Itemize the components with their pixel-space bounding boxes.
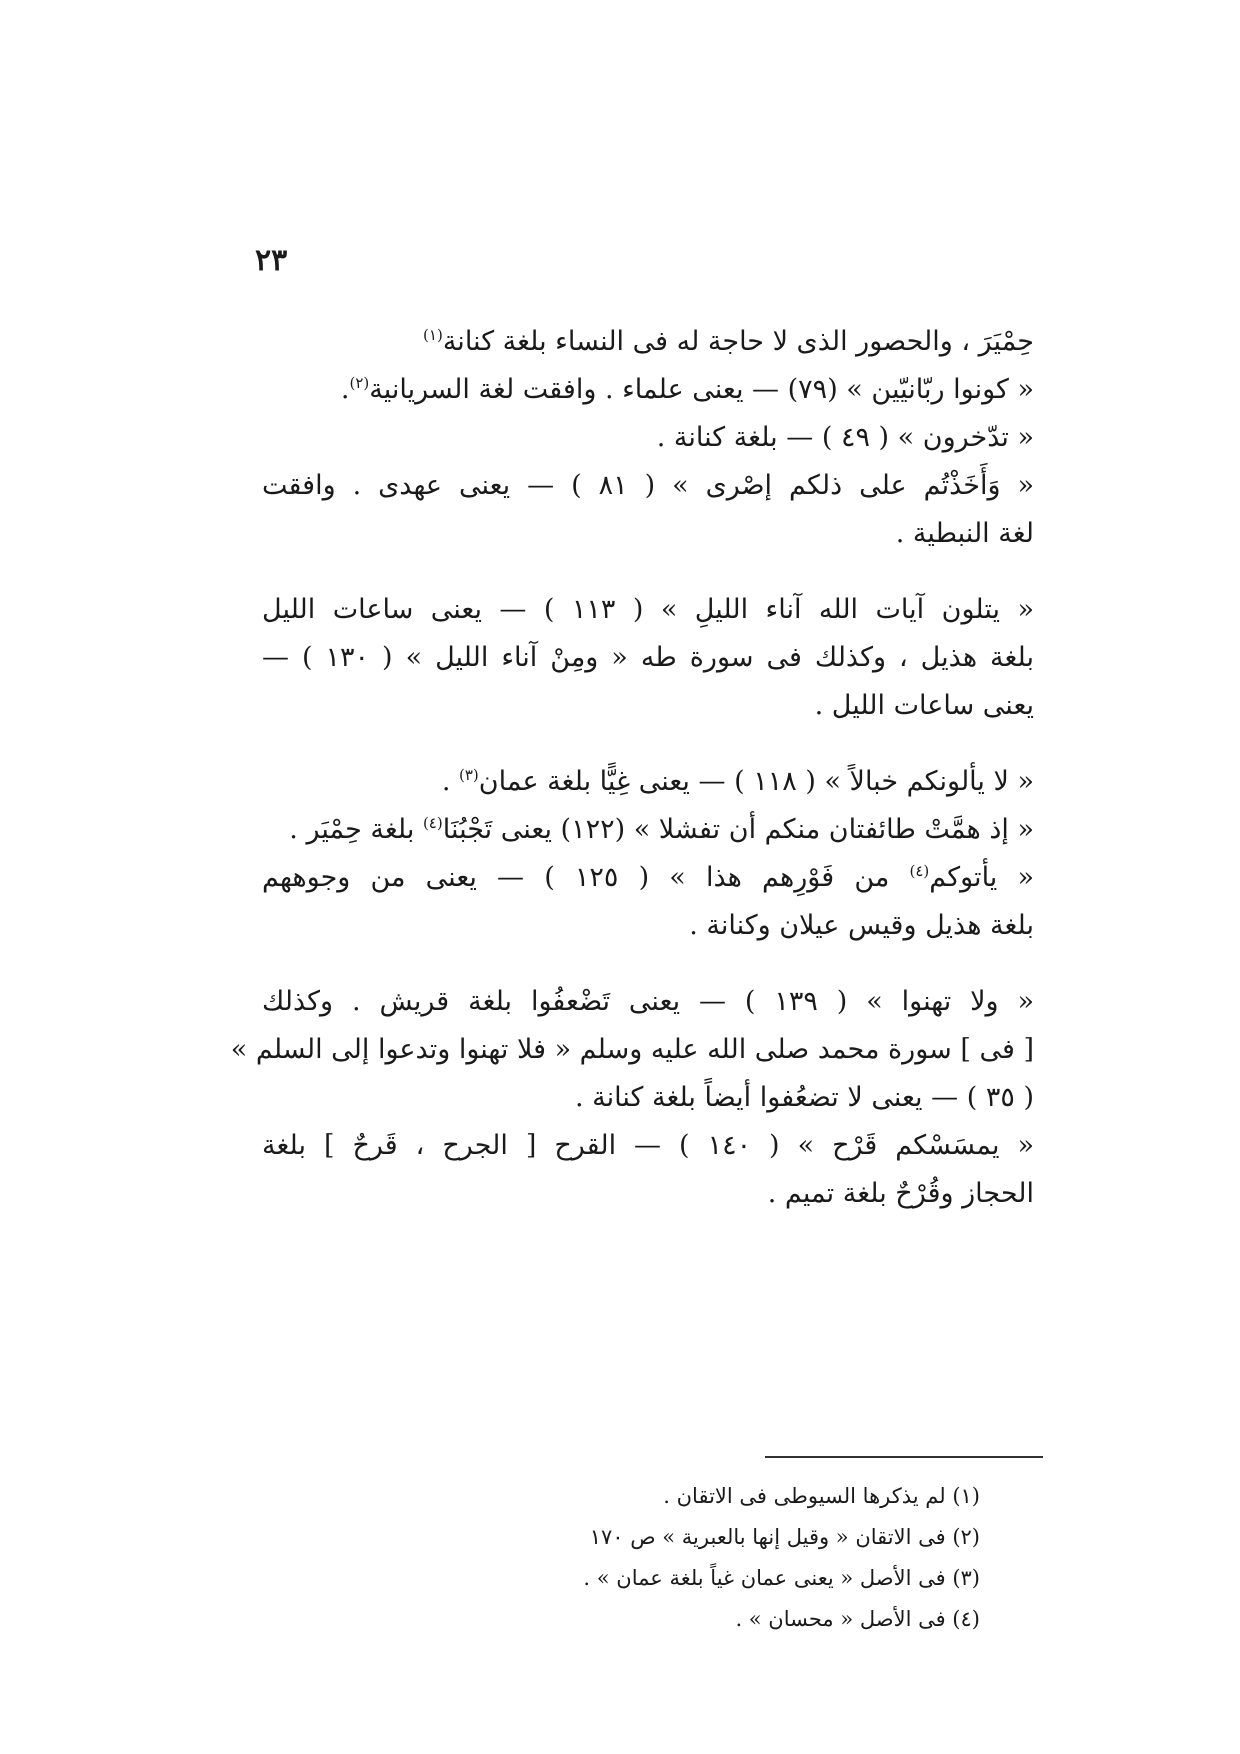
text-line [262,854,1034,902]
line-text: « لا يألونكم خبالاً » ( ١١٨ ) — يعنى غِيًّا بلغة عمان [478,766,1034,797]
line-text: « ولا تهنوا » ( ١٣٩ ) — يعنى تَضْعفُوا بلغة قريش . وكذلك [262,986,1034,1017]
line-text: بلغة هذيل وقيس عيلان وكنانة . [689,910,1034,941]
footnote-marker: (٢) [349,374,370,392]
text-line [262,978,1034,1026]
footnote-marker: (٣) [459,766,479,784]
text-line [262,462,1034,510]
line-text: لغة النبطية . [895,518,1034,549]
line-text: يعنى ساعات الليل . [814,690,1034,721]
line-text: بلغة هذيل ، وكذلك فى سورة طه « ومِنْ آناء الليل » ( ١٣٠ ) — [262,642,1035,673]
line-text: حِمْيَرَ ، والحصور الذى لا حاجة له فى النساء بلغة كنانة [442,326,1034,357]
text-line [262,902,1034,950]
line-text: ( ٣٥ ) — يعنى لا تضعُفوا أيضاً بلغة كنانة . [575,1082,1034,1113]
footnotes [500,1476,980,1640]
footnote-marker: (٤) [909,862,930,880]
line-text: [ فى ] سورة محمد صلى الله عليه وسلم « فلا تهنوا وتدعوا إلى السلم » [230,1034,1034,1065]
line-text: « يتلون آيات الله آناء الليلِ » ( ١١٣ ) — يعنى ساعات الليل [262,594,1034,625]
text-line [262,414,1034,462]
text-line [262,366,1034,414]
page-number: ٢٣ [255,243,288,278]
text-line [262,758,1034,806]
footnote-marker: (١) [423,326,443,344]
line-text: « كونوا ربّانيّين » (٧٩) — يعنى علماء . وافقت لغة السريانية [369,374,1034,405]
footnote: (٢) فى الاتقان « وقيل إنها بالعبرية » ص ١٧٠ [589,1525,980,1549]
text-line [262,1122,1034,1170]
line-text: « تدّخرون » ( ٤٩ ) — بلغة كنانة . [656,422,1034,453]
text-line [262,634,1034,682]
footnote-divider [765,1456,1043,1458]
line-text: « يأتوكم [929,862,1034,893]
text-line [262,318,1034,366]
line-text: الحجاز وقُرْحٌ بلغة تميم . [767,1178,1034,1209]
footnote-marker: (٤) [422,814,443,832]
line-text: « يمسَسْكم قَرْح » ( ١٤٠ ) — القرح [ الجرح ، قَرحٌ ] بلغة [262,1130,1034,1161]
text-line [262,1074,1034,1122]
line-text-tail: . [340,374,350,405]
line-text: « إذ همَّتْ طائفتان منكم أن تفشلا » (١٢٢) يعنى تَجْبُنَا [442,814,1034,845]
line-text-tail: من فَوْرِهم هذا » ( ١٢٥ ) — يعنى من وجوههم [262,862,910,893]
text-line [262,1170,1034,1218]
text-line [262,682,1034,730]
text-line [262,586,1034,634]
text-line [262,510,1034,558]
footnote: (٤) فى الأصل « محسان » . [735,1607,980,1631]
body-text [230,318,1035,1218]
line-text-tail: بلغة حِمْيَر . [289,814,423,845]
line-text: « وَأَخَذْتُم على ذلكم إصْرى » ( ٨١ ) — يعنى عهدى . وافقت [262,470,1034,501]
line-text-tail: . [441,766,459,797]
footnote: (٣) فى الأصل « يعنى عمان غياً بلغة عمان » . [583,1566,980,1590]
footnote: (١) لم يذكرها السيوطى فى الاتقان . [663,1484,980,1508]
text-line [262,806,1034,854]
text-line [230,1026,1034,1074]
